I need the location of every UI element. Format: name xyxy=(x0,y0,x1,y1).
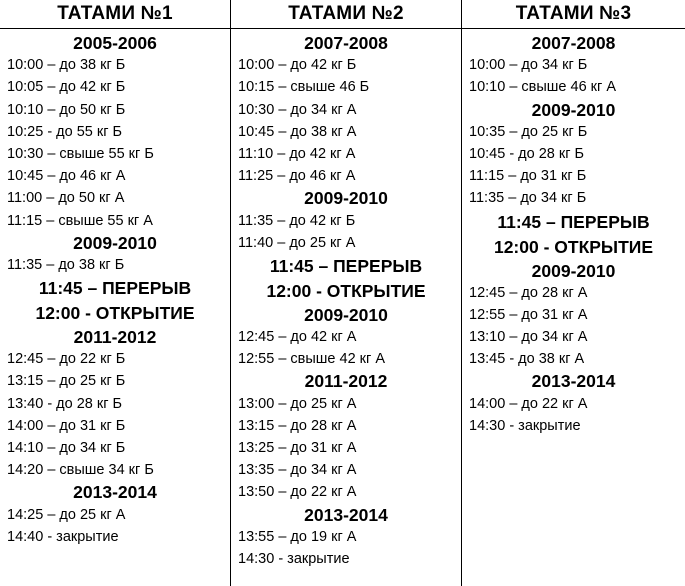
schedule-entry: 13:40 - до 28 кг Б xyxy=(7,395,123,412)
schedule-entry: 13:15 – до 25 кг Б xyxy=(7,373,126,390)
schedule-entry: 10:35 – до 25 кг Б xyxy=(469,123,588,140)
schedule-entry: 10:45 – до 38 кг А xyxy=(238,123,357,140)
schedule-entry: 10:00 – до 34 кг Б xyxy=(469,57,588,74)
schedule-entry: 13:10 – до 34 кг А xyxy=(469,329,588,346)
schedule-entry: 12:55 – свыше 42 кг А xyxy=(238,351,385,368)
age-group-heading: 2013-2014 xyxy=(73,482,157,503)
schedule-entry: 13:45 - до 38 кг А xyxy=(469,351,585,368)
announcement: 12:00 - ОТКРЫТИЕ xyxy=(35,303,195,324)
schedule-entry: 14:00 – до 22 кг А xyxy=(469,395,588,412)
schedule-entry: 11:00 – до 50 кг А xyxy=(7,190,125,207)
schedule-entry: 10:00 – до 42 кг Б xyxy=(238,57,357,74)
schedule-entry: 13:55 – до 19 кг А xyxy=(238,528,357,545)
age-group-heading: 2009-2010 xyxy=(304,304,388,325)
age-group-heading: 2007-2008 xyxy=(304,33,388,53)
column-title: ТАТАМИ №3 xyxy=(462,0,685,29)
age-group-heading: 2009-2010 xyxy=(73,232,157,253)
schedule-entry: 14:00 – до 31 кг Б xyxy=(7,417,126,434)
column-title: ТАТАМИ №1 xyxy=(0,0,230,29)
schedule-entry: 11:35 – до 42 кг Б xyxy=(238,212,356,229)
schedule-entry: 10:05 – до 42 кг Б xyxy=(7,79,126,96)
schedule-entry: 11:35 – до 38 кг Б xyxy=(7,256,125,273)
schedule-entry: 12:45 – до 42 кг А xyxy=(238,329,357,346)
schedule-entry: 10:10 – до 50 кг Б xyxy=(7,101,126,118)
age-group-heading: 2009-2010 xyxy=(531,99,616,120)
schedule-entry: 14:40 - закрытие xyxy=(7,528,119,545)
schedule-entry: 11:15 – свыше 55 кг А xyxy=(7,212,153,229)
schedule-entry: 10:10 – свыше 46 кг А xyxy=(469,79,616,96)
schedule-entry: 10:25 - до 55 кг Б xyxy=(7,123,123,140)
tatami-column-1 xyxy=(0,0,231,586)
age-group-heading: 2011-2012 xyxy=(304,371,388,392)
age-group-heading: 2005-2006 xyxy=(73,33,157,53)
schedule-entry: 10:15 – свыше 46 Б xyxy=(238,79,370,96)
age-group-heading: 2007-2008 xyxy=(531,33,616,53)
schedule-entry: 11:15 – до 31 кг Б xyxy=(469,168,587,185)
announcement: 11:45 – ПЕРЕРЫВ xyxy=(38,278,192,299)
age-group-heading: 2009-2010 xyxy=(304,188,388,209)
schedule-entry: 10:00 – до 38 кг Б xyxy=(7,57,126,74)
age-group-heading: 2013-2014 xyxy=(304,504,388,525)
schedule-entry: 12:55 – до 31 кг А xyxy=(469,306,588,323)
schedule-entry: 14:20 – свыше 34 кг Б xyxy=(7,462,154,479)
schedule-entry: 14:30 - закрытие xyxy=(238,550,350,567)
tatami-column-2 xyxy=(231,0,462,586)
tatami-column-3 xyxy=(462,0,685,586)
announcement: 12:00 - ОТКРЫТИЕ xyxy=(493,236,654,257)
schedule-entry: 14:25 – до 25 кг А xyxy=(7,506,126,523)
schedule-entry: 14:10 – до 34 кг Б xyxy=(7,440,126,456)
schedule-entry: 10:30 – свыше 55 кг Б xyxy=(7,145,154,162)
schedule-entry: 10:45 - до 28 кг Б xyxy=(469,145,585,162)
schedule-entry: 13:00 – до 25 кг А xyxy=(238,395,357,412)
schedule-rows xyxy=(0,29,230,548)
schedule-entry: 13:25 – до 31 кг А xyxy=(238,440,357,456)
schedule-entry: 11:25 – до 46 кг А xyxy=(238,168,356,185)
schedule-entry: 13:15 – до 28 кг А xyxy=(238,417,357,434)
announcement: 11:45 – ПЕРЕРЫВ xyxy=(269,255,423,276)
schedule-entry: 12:45 – до 22 кг Б xyxy=(7,351,126,368)
announcement: 12:00 - ОТКРЫТИЕ xyxy=(266,280,426,301)
age-group-heading: 2009-2010 xyxy=(531,260,616,281)
age-group-heading: 2011-2012 xyxy=(73,327,157,348)
schedule-entry: 11:10 – до 42 кг А xyxy=(238,145,356,162)
schedule-entry: 13:50 – до 22 кг А xyxy=(238,484,357,501)
schedule-rows xyxy=(231,29,461,570)
schedule-entry: 10:30 – до 34 кг А xyxy=(238,101,357,118)
schedule-entry: 10:45 – до 46 кг А xyxy=(7,168,126,185)
schedule-entry: 12:45 – до 28 кг А xyxy=(469,284,588,301)
schedule-entry: 11:35 – до 34 кг Б xyxy=(469,190,587,207)
schedule-entry: 14:30 - закрытие xyxy=(469,417,581,434)
announcement: 11:45 – ПЕРЕРЫВ xyxy=(497,211,650,232)
schedule-entry: 13:35 – до 34 кг А xyxy=(238,462,357,479)
schedule-entry: 11:40 – до 25 кг А xyxy=(238,234,356,251)
schedule-rows xyxy=(462,29,685,437)
column-title: ТАТАМИ №2 xyxy=(231,0,461,29)
age-group-heading: 2013-2014 xyxy=(531,371,616,392)
